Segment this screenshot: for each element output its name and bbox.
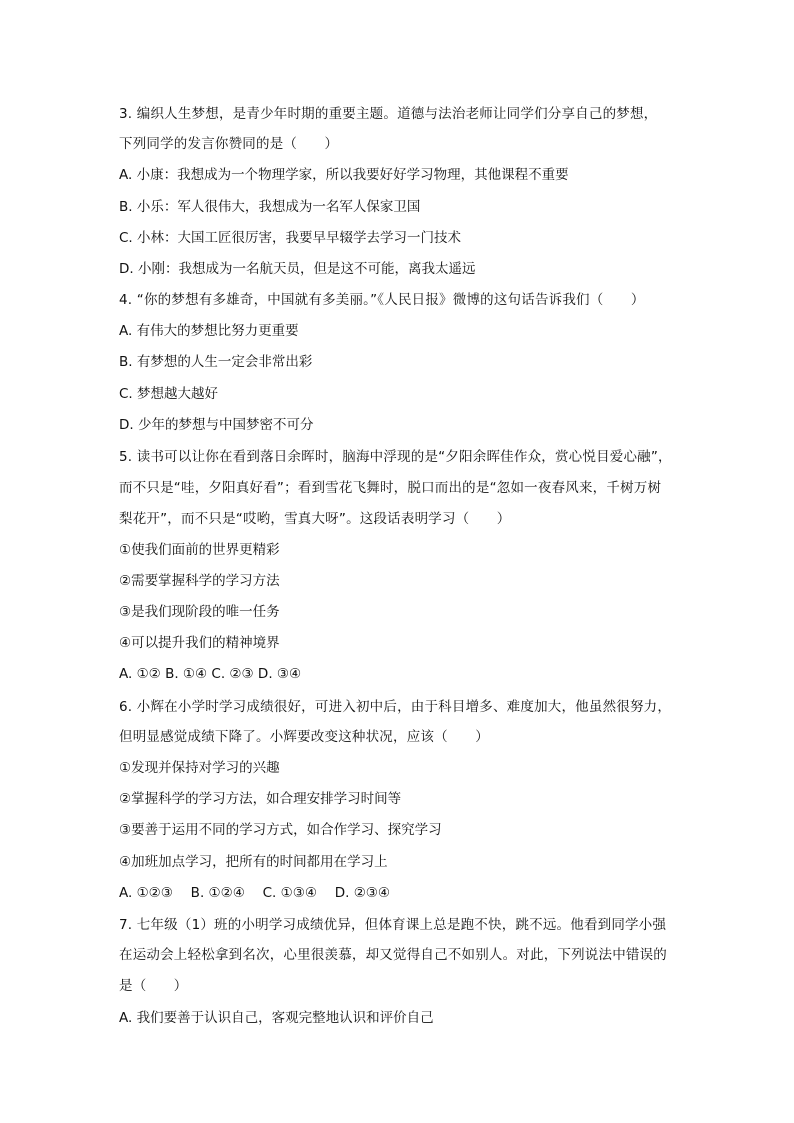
q6-stem-line-1: 6. 小辉在小学时学习成绩很好，可进入初中后，由于科目增多、难度加大，他虽然很努力，: [119, 699, 672, 715]
q7-stem-line-2: 在运动会上轻松拿到名次，心里很羡慕，却又觉得自己不如别人。对此，下列说法中错误的: [119, 947, 667, 963]
q3-option-b: B. 小乐：军人很伟大，我想成为一名军人保家卫国: [119, 199, 421, 215]
q6-stem-line-2: 但明显感觉成绩下降了。小辉要改变这种状况，应该（ ）: [119, 729, 489, 745]
q3-stem-line-1: 3. 编织人生梦想，是青少年时期的重要主题。道德与法治老师让同学们分享自己的梦想，: [119, 106, 658, 122]
q4-stem: 4. “你的梦想有多雄奇，中国就有多美丽。”《人民日报》微博的这句话告诉我们（ ）: [119, 292, 645, 308]
q5-item-2: ②需要掌握科学的学习方法: [119, 573, 280, 589]
q6-item-1: ①发现并保持对学习的兴趣: [119, 760, 280, 776]
q5-stem-line-2: 而不只是“哇，夕阳真好看”；看到雪花飞舞时，脱口而出的是“忽如一夜春风来，千树万树: [119, 480, 662, 496]
q6-item-3: ③要善于运用不同的学习方式，如合作学习、探究学习: [119, 822, 442, 838]
q4-option-d: D. 少年的梦想与中国梦密不可分: [119, 417, 314, 433]
q7-stem-line-1: 7. 七年级（1）班的小明学习成绩优异，但体育课上总是跑不快，跳不远。他看到同学小强: [119, 917, 667, 933]
q7-stem-line-3: 是（ ）: [119, 978, 188, 994]
q5-item-4: ④可以提升我们的精神境界: [119, 635, 280, 651]
q5-choices: A. ①② B. ①④ C. ②③ D. ③④: [119, 666, 302, 682]
q5-stem-line-3: 梨花开”，而不只是“哎哟，雪真大呀”。这段话表明学习（ ）: [119, 511, 511, 527]
q6-item-2: ②掌握科学的学习方法，如合理安排学习时间等: [119, 791, 402, 807]
q6-item-4: ④加班加点学习，把所有的时间都用在学习上: [119, 854, 388, 870]
q4-option-a: A. 有伟大的梦想比努力更重要: [119, 323, 299, 339]
q5-item-1: ①使我们面前的世界更精彩: [119, 542, 280, 558]
q5-stem-line-1: 5. 读书可以让你在看到落日余晖时，脑海中浮现的是“夕阳余晖佳作众，赏心悦目爱心融”，: [119, 449, 672, 465]
q3-option-d: D. 小刚：我想成为一名航天员，但是这不可能，离我太遥远: [119, 261, 476, 277]
q3-stem-line-2: 下列同学的发言你赞同的是（ ）: [119, 136, 339, 152]
q4-option-c: C. 梦想越大越好: [119, 386, 219, 402]
q5-item-3: ③是我们现阶段的唯一任务: [119, 604, 280, 620]
q4-option-b: B. 有梦想的人生一定会非常出彩: [119, 354, 313, 370]
q6-choices: A. ①②③ B. ①②④ C. ①③④ D. ②③④: [119, 885, 391, 901]
q3-option-c: C. 小林：大国工匠很厉害，我要早早辍学去学习一门技术: [119, 230, 462, 246]
q7-option-a: A. 我们要善于认识自己，客观完整地认识和评价自己: [119, 1010, 434, 1026]
q3-option-a: A. 小康：我想成为一个物理学家，所以我要好好学习物理，其他课程不重要: [119, 167, 569, 183]
